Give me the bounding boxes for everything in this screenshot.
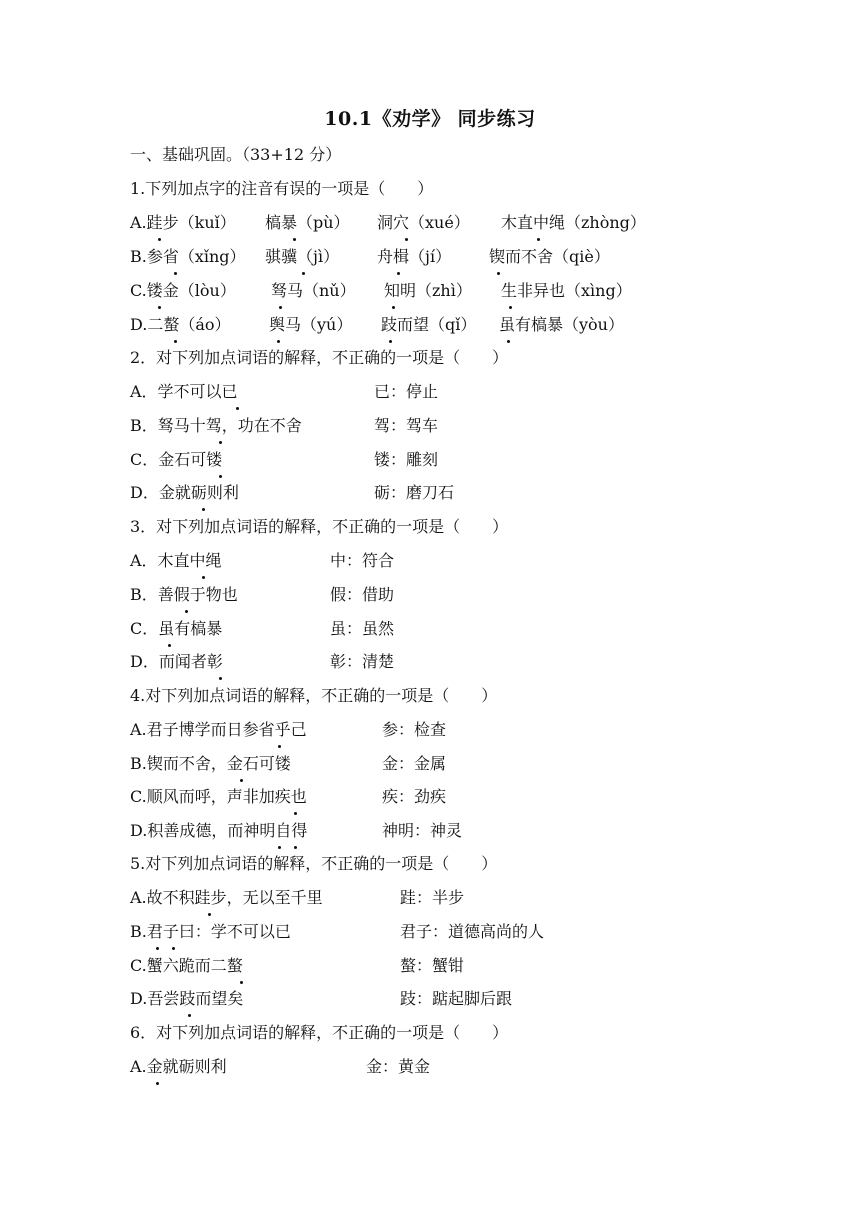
q1-b-item-1: B.参省（xǐng） [130,247,246,266]
q2-option-a [130,380,730,404]
q1-a-item-3: 洞穴（xué） [377,213,470,232]
q4-option-b [130,752,730,776]
q2-stem: 2．对下列加点词语的解释，不正确的一项是（ ） [130,348,509,367]
emphasis-dot [240,779,243,782]
q4-d-phrase: D.积善成德，而神明自得 [130,821,308,840]
q4-stem: 4.对下列加点词语的解释，不正确的一项是（ ） [130,686,498,705]
q2-a-phrase: A．学不可以已 [130,382,238,401]
q3-option-a [130,549,730,573]
q5-a-gloss: 跬：半步 [400,888,465,907]
q4-option-d [130,819,730,843]
q4-option-c [130,785,730,809]
q2-option-d [130,481,730,505]
q3-b-gloss: 假：借助 [330,585,395,604]
emphasis-dot [294,812,297,815]
emphasis-dot [174,340,177,343]
q4-a-gloss: 参：检查 [382,720,447,739]
q5-b-phrase: B.君子曰：学不可以已 [130,922,291,941]
q1-a-item-4: 木直中绳（zhòng） [501,213,646,232]
q3-option-c [130,617,730,641]
section-heading: 一、基础巩固。（33+12 分） [130,145,342,164]
q4-c-phrase: C.顺风而呼，声非加疾也 [130,787,307,806]
q3-c-phrase: C．虽有槁暴 [130,619,223,638]
emphasis-dot [507,340,510,343]
q3-a-phrase: A．木直中绳 [130,551,222,570]
q5-d-gloss: 跂：踮起脚后跟 [400,989,513,1008]
q1-c-item-4: 生非异也（xìng） [501,281,632,300]
emphasis-dot [497,272,500,275]
emphasis-dot [278,846,281,849]
q3-d-phrase: D．而闻者彰 [130,652,223,671]
emphasis-dot [219,475,222,478]
q4-d-gloss: 神明：神灵 [382,821,463,840]
q1-option-b [130,245,730,269]
q1-c-item-2: 驽马（nǔ） [271,281,356,300]
emphasis-dot [278,745,281,748]
q5-d-phrase: D.吾尝跂而望矣 [130,989,244,1008]
q1-a-item-2: 槁暴（pù） [265,213,350,232]
q5-c-gloss: 螯：蟹钳 [400,956,465,975]
emphasis-dot [156,1082,159,1085]
q2-b-gloss: 驾：驾车 [374,416,439,435]
q1-a-item-1: A.跬步（kuǐ） [130,213,236,232]
emphasis-dot [188,1014,191,1017]
q5-option-c [130,954,730,978]
q3-stem: 3．对下列加点词语的解释，不正确的一项是（ ） [130,517,509,536]
q5-stem: 5.对下列加点词语的解释，不正确的一项是（ ） [130,854,498,873]
q6-a-phrase: A.金就砺则利 [130,1057,227,1076]
emphasis-dot [279,306,282,309]
q4-b-gloss: 金：金属 [382,754,447,773]
q2-option-c [130,448,730,472]
q1-d-item-4: 虽有槁暴（yòu） [499,315,624,334]
q5-b-gloss: 君子：道德高尚的人 [400,922,545,941]
emphasis-dot [389,340,392,343]
q3-a-gloss: 中：符合 [330,551,395,570]
q1-stem: 1.下列加点字的注音有误的一项是（ ） [130,179,434,198]
q5-option-b [130,920,730,944]
q4-b-phrase: B.锲而不舍，金石可镂 [130,754,291,773]
emphasis-dot [168,644,171,647]
page-title: 10.1《劝学》 同步练习 [324,108,536,130]
emphasis-dot [219,441,222,444]
q1-d-item-1: D.二螯（áo） [130,315,231,334]
emphasis-dot [397,272,400,275]
q3-option-d [130,650,730,674]
q2-b-phrase: B．驽马十驾，功在不舍 [130,416,302,435]
q5-option-a [130,886,730,910]
q1-d-item-2: 舆马（yú） [269,315,353,334]
q1-d-item-3: 跂而望（qǐ） [381,315,477,334]
emphasis-dot [392,306,395,309]
q3-c-gloss: 虽：虽然 [330,619,395,638]
q1-option-d [130,313,730,337]
emphasis-dot [294,846,297,849]
q1-b-item-3: 舟楫（jí） [377,247,452,266]
q6-stem: 6．对下列加点词语的解释，不正确的一项是（ ） [130,1023,509,1042]
emphasis-dot [537,238,540,241]
q2-c-gloss: 镂：雕刻 [374,450,439,469]
emphasis-dot [158,306,161,309]
q6-a-gloss: 金：黄金 [366,1057,431,1076]
q3-option-b [130,583,730,607]
q1-option-c [130,279,730,303]
emphasis-dot [509,306,512,309]
q3-d-gloss: 彰：清楚 [330,652,395,671]
q4-option-a [130,718,730,742]
emphasis-dot [174,272,177,275]
q5-c-phrase: C.蟹六跪而二螯 [130,956,243,975]
q1-b-item-2: 骐骥（jì） [265,247,340,266]
q5-option-d [130,987,730,1011]
q2-c-phrase: C．金石可镂 [130,450,223,469]
emphasis-dot [277,340,280,343]
emphasis-dot [236,407,239,410]
q1-c-item-3: 知明（zhì） [384,281,472,300]
q2-a-gloss: 已：停止 [374,382,439,401]
emphasis-dot [293,238,296,241]
q2-d-phrase: D．金就砺则利 [130,483,239,502]
q3-b-phrase: B．善假于物也 [130,585,238,604]
emphasis-dot [156,947,159,950]
q2-option-b [130,414,730,438]
q6-option-a [130,1055,730,1079]
emphasis-dot [172,947,175,950]
q4-c-gloss: 疾：劲疾 [382,787,447,806]
emphasis-dot [202,508,205,511]
q1-b-item-4: 锲而不舍（qiè） [489,247,610,266]
emphasis-dot [185,610,188,613]
q1-option-a [130,211,730,235]
q2-d-gloss: 砺：磨刀石 [374,483,455,502]
emphasis-dot [240,981,243,984]
emphasis-dot [219,677,222,680]
emphasis-dot [202,576,205,579]
emphasis-dot [208,913,211,916]
emphasis-dot [158,238,161,241]
q5-a-phrase: A.故不积跬步，无以至千里 [130,888,323,907]
emphasis-dot [302,272,305,275]
q1-c-item-1: C.镂金（lòu） [130,281,236,300]
emphasis-dot [405,238,408,241]
q4-a-phrase: A.君子博学而日参省乎己 [130,720,307,739]
